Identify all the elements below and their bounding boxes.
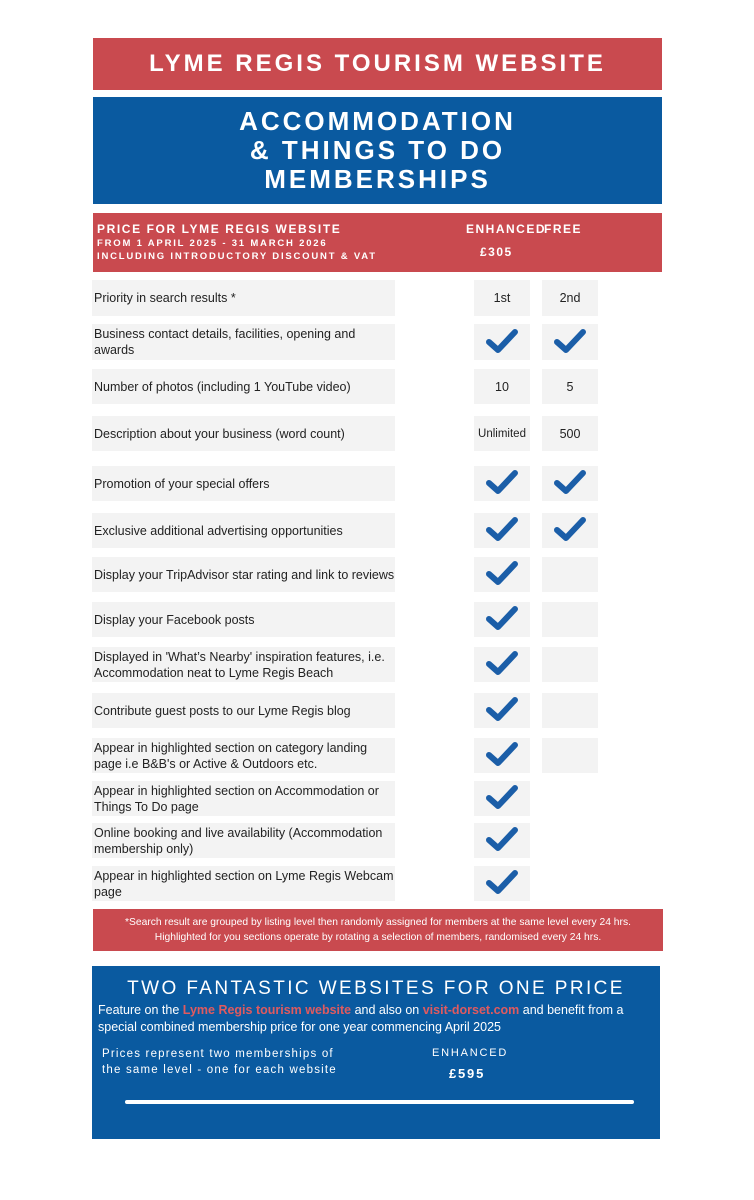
check-icon [485,327,519,358]
enhanced-value: 10 [495,379,509,394]
prices-note-line-2: the same level - one for each website [102,1064,337,1076]
check-icon [553,468,587,499]
col-free-heading: FREE [544,222,583,236]
enhanced-check-cell [474,647,530,682]
combined-enhanced-label: ENHANCED [432,1047,509,1059]
check-icon [553,327,587,358]
enhanced-value-cell [474,280,530,316]
check-icon [485,740,519,771]
enhanced-value-cell [474,369,530,404]
title-line-2: & THINGS TO DO [249,135,506,165]
combined-offer [92,966,660,1139]
free-value-cell [542,280,598,316]
check-icon [485,695,519,726]
check-icon [485,515,519,546]
check-icon [485,649,519,680]
feature-label: Description about your business (word count) [92,416,395,451]
free-value: 2nd [559,291,581,305]
feature-label: Appear in highlighted section on Accommodation or Things To Do page [92,781,395,816]
lyme-regis-link[interactable]: Lyme Regis tourism website [182,1003,352,1017]
title-line-3: MEMBERSHIPS [264,164,491,194]
feature-label: Contribute guest posts to our Lyme Regis blog [92,693,395,728]
enhanced-check-cell [474,324,530,360]
feature-label: Displayed in 'What’s Nearby' inspiration features, i.e. Accommodation neat to Lyme Regis Beach [92,647,395,682]
check-icon [485,468,519,499]
site-banner-text: LYME REGIS TOURISM WEBSITE [149,50,606,77]
check-icon [485,868,519,899]
combined-title: TWO FANTASTIC WEBSITES FOR ONE PRICE [127,978,625,999]
free-empty-cell [542,693,598,728]
check-icon [485,783,519,814]
combined-text-b: and also on [351,1003,423,1017]
title-line-1: ACCOMMODATION [239,106,516,136]
enhanced-check-cell [474,866,530,901]
enhanced-value: 1st [493,291,511,305]
check-icon [485,825,519,856]
free-value: 5 [566,379,574,394]
free-check-cell [542,513,598,548]
price-period: FROM 1 APRIL 2025 - 31 MARCH 2026 [97,238,328,249]
enhanced-value-cell [474,416,530,451]
enhanced-check-cell [474,823,530,858]
enhanced-check-cell [474,781,530,816]
enhanced-check-cell [474,466,530,501]
feature-label: Online booking and live availability (Accommodation membership only) [92,823,395,858]
feature-label: Priority in search results * [92,280,395,316]
feature-label: Display your Facebook posts [92,602,395,637]
divider-line [125,1100,634,1104]
footnote-line-1: *Search result are grouped by listing level then randomly assigned for members at the same level every 24 hrs. [125,917,631,928]
feature-label: Business contact details, facilities, opening and awards [92,324,395,360]
price-title: PRICE FOR LYME REGIS WEBSITE [97,222,342,236]
search-footnote [93,909,663,951]
free-value: 500 [559,426,581,441]
visit-dorset-link[interactable]: visit-dorset.com [422,1003,520,1017]
price-note: INCLUDING INTRODUCTORY DISCOUNT & VAT [97,251,377,262]
free-empty-cell [542,602,598,637]
feature-label: Appear in highlighted section on category landing page i.e B&B's or Active & Outdoors etc. [92,738,395,773]
site-banner [93,38,662,90]
price-header [93,213,662,272]
free-empty-cell [542,647,598,682]
free-empty-cell [542,557,598,592]
combined-enhanced-price: £595 [449,1066,486,1081]
enhanced-check-cell [474,738,530,773]
free-value-cell [542,369,598,404]
enhanced-price: £305 [480,245,513,259]
prices-note-line-1: Prices represent two memberships of [102,1048,334,1060]
combined-text-a: Feature on the [98,1003,183,1017]
feature-label: Exclusive additional advertising opportunities [92,513,395,548]
free-empty-cell [542,738,598,773]
feature-label: Display your TripAdvisor star rating and link to reviews [92,557,395,592]
enhanced-check-cell [474,693,530,728]
footnote-line-2: Highlighted for you sections operate by rotating a selection of members, randomised every 24 hrs. [154,932,602,943]
check-icon [485,604,519,635]
check-icon [485,559,519,590]
col-enhanced-heading: ENHANCED [466,222,547,236]
enhanced-check-cell [474,602,530,637]
enhanced-value: Unlimited [478,427,526,440]
free-check-cell [542,466,598,501]
enhanced-check-cell [474,513,530,548]
check-icon [553,515,587,546]
enhanced-check-cell [474,557,530,592]
feature-label: Promotion of your special offers [92,466,395,501]
combined-text-c: and benefit from a special combined membership price for one year commencing April 2025 [98,1003,624,1034]
free-value-cell [542,416,598,451]
feature-label: Number of photos (including 1 YouTube video) [92,369,395,404]
free-check-cell [542,324,598,360]
feature-label: Appear in highlighted section on Lyme Regis Webcam page [92,866,395,901]
page-title [93,97,662,204]
combined-description [98,1002,658,1036]
combined-prices-note [102,1046,337,1078]
